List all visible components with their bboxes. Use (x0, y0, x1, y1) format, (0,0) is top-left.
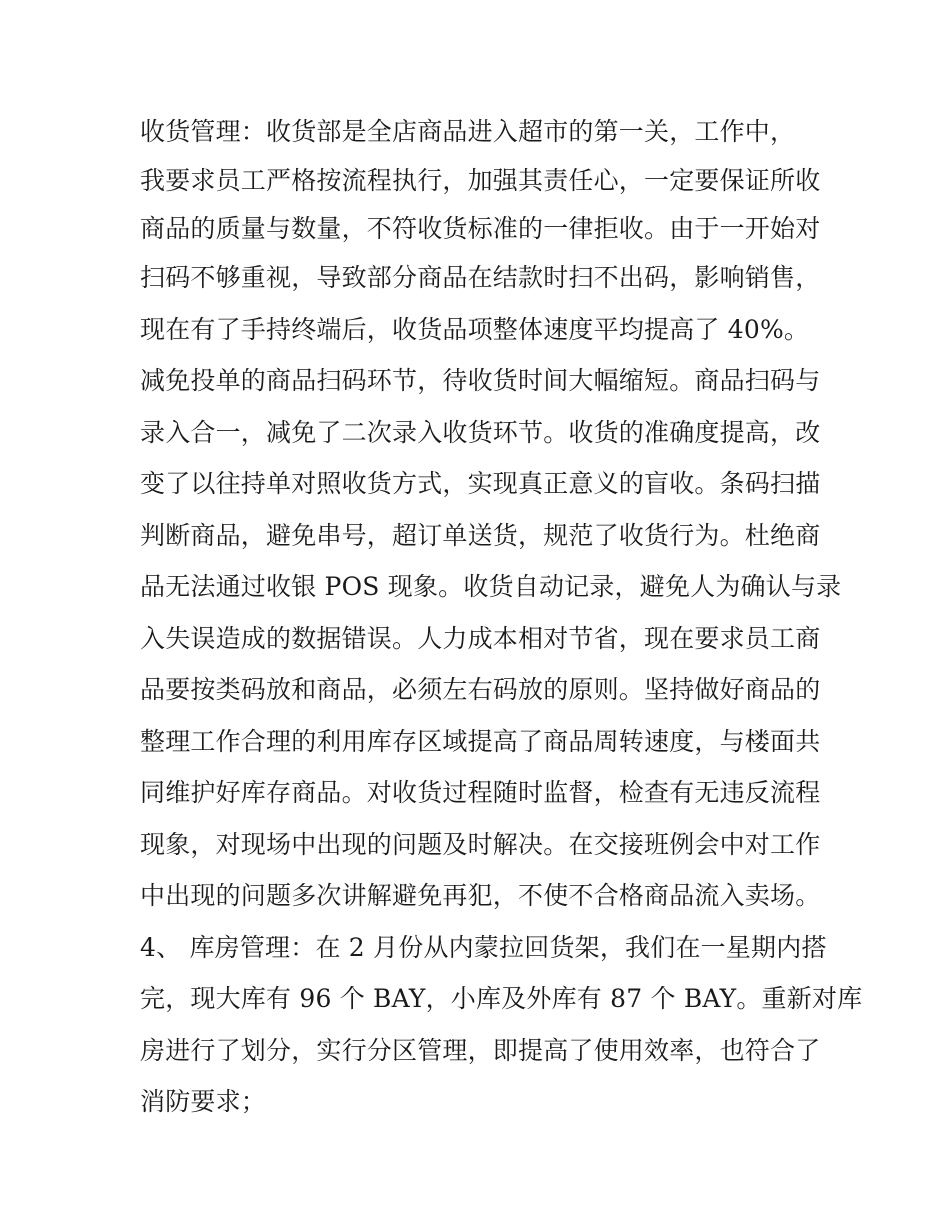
text-line: 判断商品，避免串号，超订单送货，规范了收货行为。杜绝商 (140, 521, 821, 550)
text-line: 同维护好库存商品。对收货过程随时监督，检查有无违反流程 (140, 778, 821, 807)
text-line: 我要求员工严格按流程执行，加强其责任心，一定要保证所收 (140, 166, 821, 195)
text-line: 消防要求； (140, 1087, 267, 1116)
text-line: 4、 库房管理：在 2 月份从内蒙拉回货架，我们在一星期内搭 (140, 933, 827, 962)
text-line: 品无法通过收银 POS 现象。收货自动记录，避免人为确认与录 (140, 572, 842, 601)
text-line: 现象，对现场中出现的问题及时解决。在交接班例会中对工作 (140, 830, 821, 859)
text-line: 录入合一，减免了二次录入收货环节。收货的准确度提高，改 (140, 418, 821, 447)
text-line: 扫码不够重视，导致部分商品在结款时扫不出码，影响销售， (140, 263, 821, 292)
text-line: 收货管理：收货部是全店商品进入超市的第一关，工作中， (140, 117, 796, 146)
text-line: 中出现的问题多次讲解避免再犯，不使不合格商品流入卖场。 (140, 881, 821, 910)
text-line: 完，现大库有 96 个 BAY，小库及外库有 87 个 BAY。重新对库 (140, 984, 863, 1013)
text-line: 减免投单的商品扫码环节，待收货时间大幅缩短。商品扫码与 (140, 366, 821, 395)
text-line: 入失误造成的数据错误。人力成本相对节省，现在要求员工商 (140, 624, 821, 653)
text-line: 整理工作合理的利用库存区域提高了商品周转速度，与楼面共 (140, 727, 821, 756)
text-line: 现在有了手持终端后，收货品项整体速度平均提高了 40%。 (140, 315, 810, 344)
text-line: 商品的质量与数量，不符收货标准的一律拒收。由于一开始对 (140, 214, 821, 243)
text-line: 品要按类码放和商品，必须左右码放的原则。坚持做好商品的 (140, 675, 821, 704)
text-line: 房进行了划分，实行分区管理，即提高了使用效率，也符合了 (140, 1036, 821, 1065)
text-line: 变了以往持单对照收货方式，实现真正意义的盲收。条码扫描 (140, 469, 821, 498)
